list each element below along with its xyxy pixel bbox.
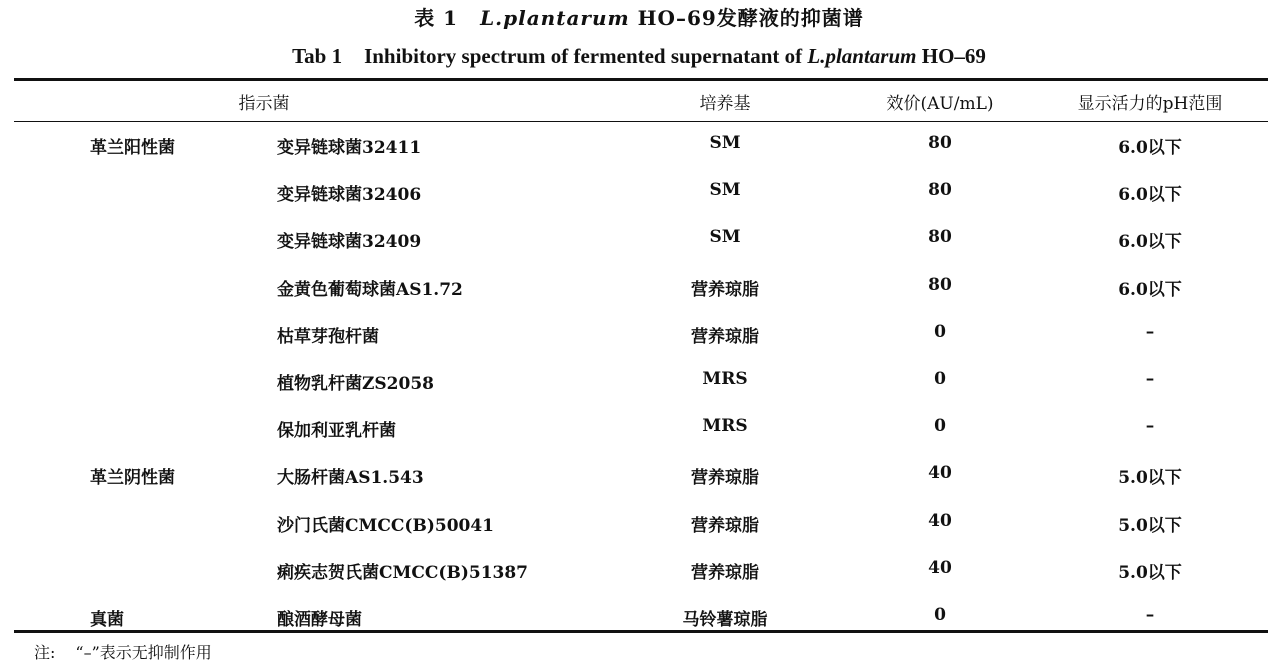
row-titer: 40 xyxy=(928,558,952,578)
table-top-rule xyxy=(14,78,1268,81)
row-category: 革兰阴性菌 xyxy=(90,468,175,488)
row-ph-range: 6.0以下 xyxy=(1118,138,1182,158)
note-text: “–”表示无抑制作用 xyxy=(75,643,212,662)
title-cn-rest: HO–69发酵液的抑菌谱 xyxy=(637,6,864,30)
row-medium: MRS xyxy=(702,369,748,389)
row-ph-range: 6.0以下 xyxy=(1118,280,1182,300)
row-medium: SM xyxy=(709,227,741,247)
title-en-text: Inhibitory spectrum of fermented supernatant of xyxy=(364,44,803,68)
note-label: 注: xyxy=(34,643,56,662)
row-titer: 80 xyxy=(928,133,952,153)
table-header-rule xyxy=(14,121,1268,122)
row-organism: 痢疾志贺氏菌CMCC(B)51387 xyxy=(277,563,529,583)
header-medium: 培养基 xyxy=(699,94,751,114)
row-ph-range: – xyxy=(1145,605,1155,625)
table-title-cn xyxy=(0,2,1278,31)
row-organism: 植物乳杆菌ZS2058 xyxy=(277,374,435,394)
strain-name-en: HO–69 xyxy=(921,44,986,68)
row-titer: 40 xyxy=(928,511,952,531)
row-organism: 保加利亚乳杆菌 xyxy=(277,421,396,441)
table-note xyxy=(34,640,212,663)
row-ph-range: – xyxy=(1145,322,1155,342)
row-organism: 大肠杆菌AS1.543 xyxy=(277,468,424,488)
row-medium: 营养琼脂 xyxy=(691,468,759,488)
row-organism: 酿酒酵母菌 xyxy=(277,610,362,630)
row-ph-range: 6.0以下 xyxy=(1118,185,1182,205)
header-ph-range: 显示活力的pH范围 xyxy=(1077,94,1223,114)
row-ph-range: 5.0以下 xyxy=(1118,563,1182,583)
row-organism: 变异链球菌32409 xyxy=(277,232,422,252)
row-ph-range: 5.0以下 xyxy=(1118,468,1182,488)
row-titer: 0 xyxy=(934,369,946,389)
table-title-en xyxy=(0,44,1278,69)
row-titer: 0 xyxy=(934,416,946,436)
row-category: 革兰阳性菌 xyxy=(90,138,175,158)
header-titer: 效价(AU/mL) xyxy=(886,94,994,114)
row-titer: 40 xyxy=(928,463,952,483)
row-organism: 沙门氏菌CMCC(B)50041 xyxy=(277,516,495,536)
row-ph-range: 6.0以下 xyxy=(1118,232,1182,252)
row-medium: 营养琼脂 xyxy=(691,327,759,347)
row-medium: SM xyxy=(709,133,741,153)
row-category: 真菌 xyxy=(90,610,124,630)
row-organism: 金黄色葡萄球菌AS1.72 xyxy=(277,280,463,300)
header-indicator: 指示菌 xyxy=(238,94,290,114)
species-name-en: L.plantarum xyxy=(807,44,917,68)
row-titer: 0 xyxy=(934,605,946,625)
row-organism: 变异链球菌32406 xyxy=(277,185,422,205)
row-medium: 营养琼脂 xyxy=(691,563,759,583)
row-titer: 80 xyxy=(928,275,952,295)
row-ph-range: – xyxy=(1145,416,1155,436)
row-titer: 0 xyxy=(934,322,946,342)
row-medium: 营养琼脂 xyxy=(691,280,759,300)
row-medium: 马铃薯琼脂 xyxy=(682,610,768,630)
row-medium: MRS xyxy=(702,416,748,436)
species-name-cn: L.plantarum xyxy=(480,6,630,30)
row-ph-range: 5.0以下 xyxy=(1118,516,1182,536)
row-organism: 枯草芽孢杆菌 xyxy=(277,327,379,347)
row-medium: SM xyxy=(709,180,741,200)
row-ph-range: – xyxy=(1145,369,1155,389)
table-number-cn: 表 1 xyxy=(414,6,459,30)
table-bottom-rule xyxy=(14,630,1268,633)
row-organism: 变异链球菌32411 xyxy=(277,138,422,158)
row-titer: 80 xyxy=(928,180,952,200)
row-medium: 营养琼脂 xyxy=(691,516,759,536)
table-number-en: Tab 1 xyxy=(292,44,343,68)
row-titer: 80 xyxy=(928,227,952,247)
